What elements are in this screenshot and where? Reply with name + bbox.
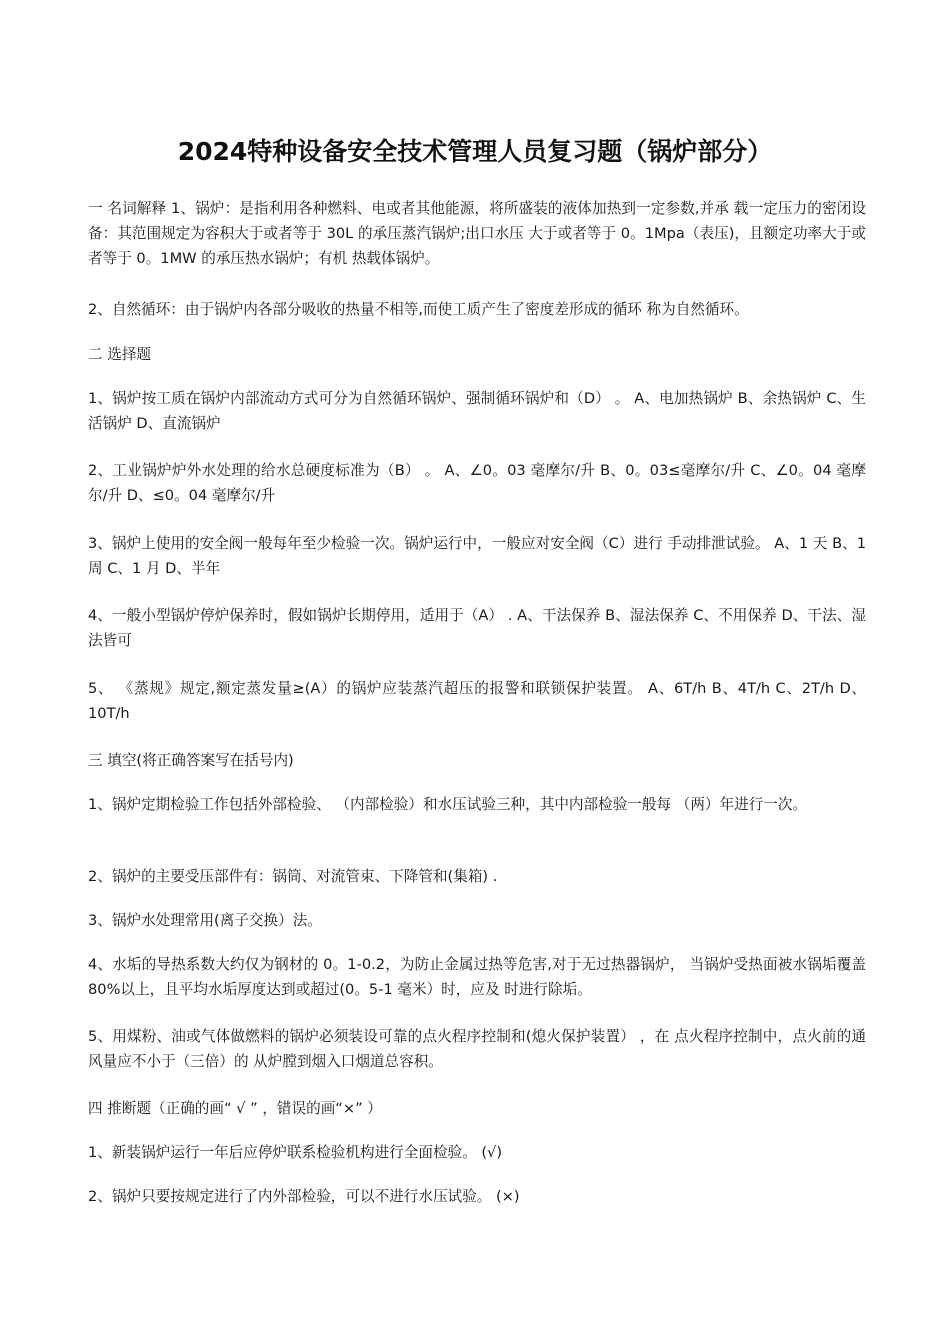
definition-boiler: 一 名词解释 1、锅炉：是指利用各种燃料、电或者其他能源，将所盛装的液体加热到一定参数,并承 载一定压力的密闭设备：其范围规定为容积大于或者等于 30L 的承压蒸汽锅炉;出口水压 大于或者等于 0。1Mpa（表压)，且额定功率大于或者等于 0。1MW 的承压热水锅炉；有机 热载体锅炉。 — [88, 200, 866, 267]
document-title: 2024特种设备安全技术管理人员复习题（锅炉部分） — [177, 137, 773, 166]
choice-question-2: 2、工业锅炉炉外水处理的给水总硬度标准为（B） 。 A、∠0。03 毫摩尔/升 B、0。03≤毫摩尔/升 C、∠0。04 毫摩尔/升 D、≤0。04 毫摩尔/升 — [88, 462, 866, 504]
choice-question-4: 4、一般小型锅炉停炉保养时，假如锅炉长期停用，适用于（A） . A、干法保养 B、湿法保养 C、不用保养 D、干法、湿法皆可 — [88, 607, 866, 649]
fill-question-4: 4、水垢的导热系数大约仅为钢材的 0。1-0.2，为防止金属过热等危害,对于无过热器锅炉， 当锅炉受热面被水锅垢覆盖 80%以上，且平均水垢厚度达到或超过(0。5-1 毫米）时，应及 时进行除垢。 — [88, 956, 866, 998]
definition-natural-circulation: 2、自然循环：由于锅炉内各部分吸收的热量不相等,而使工质产生了密度差形成的循环 称为自然循环。 — [88, 301, 749, 318]
fill-question-2: 2、锅炉的主要受压部件有：锅筒、对流管束、下降管和(集箱) . — [88, 868, 498, 885]
section-heading-choice: 二 选择题 — [88, 346, 152, 363]
fill-question-5: 5、用煤粉、油或气体做燃料的锅炉必须装设可靠的点火程序控制和(熄火保护装置） ，在 点火程序控制中，点火前的通风量应不小于（三倍）的 从炉膛到烟入口烟道总容积。 — [88, 1028, 866, 1070]
choice-question-3: 3、锅炉上使用的安全阀一般每年至少检验一次。锅炉运行中，一般应对安全阀（C）进行 手动排泄试验。 A、1 天 B、1 周 C、1 月 D、半年 — [88, 535, 866, 577]
choice-question-5: 5、 《蒸规》规定,额定蒸发量≥(A）的锅炉应装蒸汽超压的报警和联锁保护装置。 A、6T/h B、4T/h C、2T/h D、10T/h — [88, 680, 866, 722]
fill-question-1: 1、锅炉定期检验工作包括外部检验、 （内部检验）和水压试验三种，其中内部检验一般每 （两）年进行一次。 — [88, 796, 808, 813]
judgement-question-2: 2、锅炉只要按规定进行了内外部检验，可以不进行水压试验。 (×) — [88, 1188, 520, 1205]
section-heading-judgement: 四 推断题（正确的画“ √ ” ，错误的画“×” ） — [88, 1100, 382, 1117]
choice-question-1: 1、锅炉按工质在锅炉内部流动方式可分为自然循环锅炉、强制循环锅炉和（D） 。 A、电加热锅炉 B、余热锅炉 C、生活锅炉 D、直流锅炉 — [88, 390, 866, 432]
judgement-question-1: 1、新装锅炉运行一年后应停炉联系检验机构进行全面检验。 (√) — [88, 1144, 503, 1161]
section-heading-fill: 三 填空(将正确答案写在括号内) — [88, 752, 294, 769]
fill-question-3: 3、锅炉水处理常用(离子交换）法。 — [88, 912, 322, 929]
